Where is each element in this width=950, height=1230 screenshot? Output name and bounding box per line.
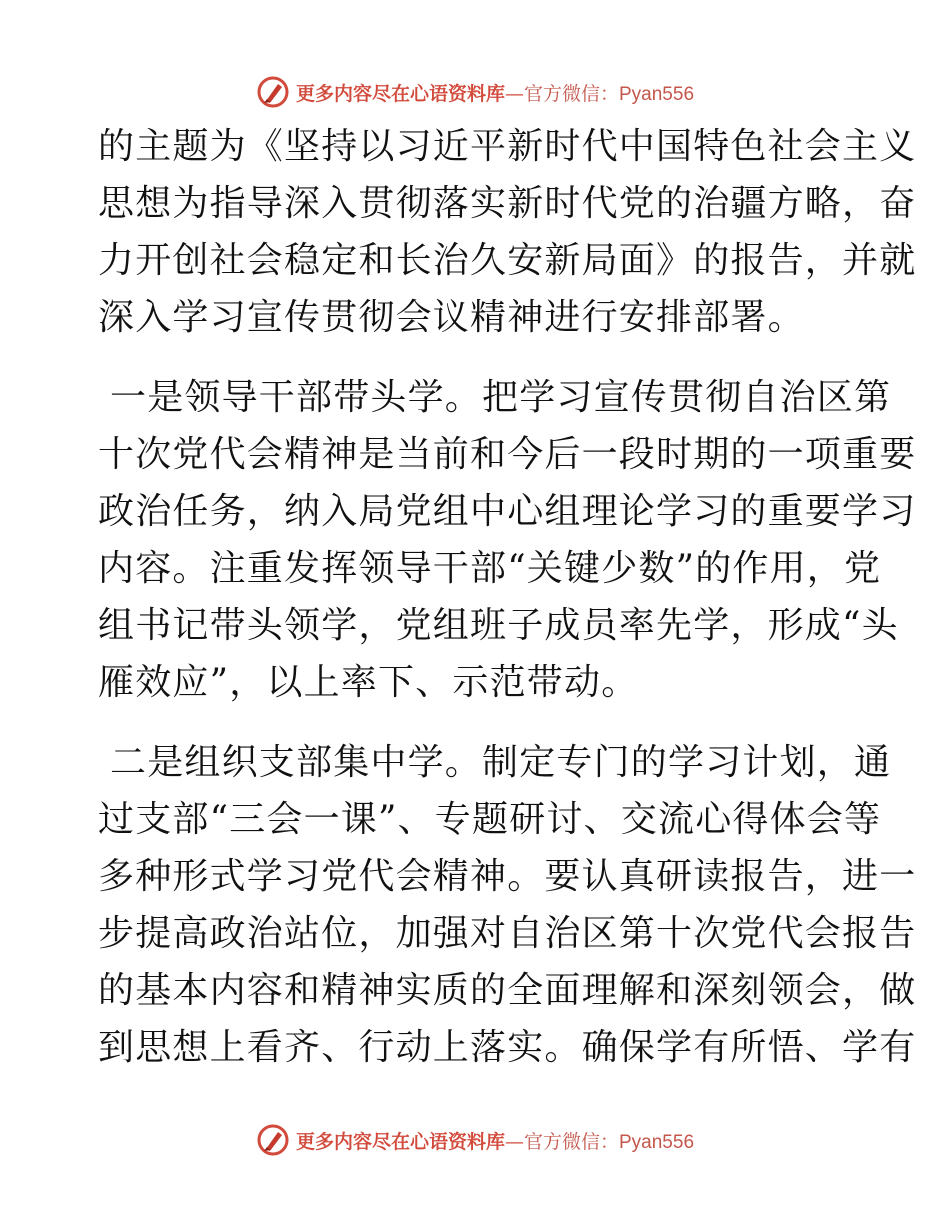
- text-line: 的主题为《坚持以习近平新时代中国特色社会主义: [98, 126, 917, 167]
- watermark-site-name: 更多内容尽在心语资料库: [295, 1130, 505, 1153]
- watermark-wechat-id: Pyan556: [619, 83, 695, 105]
- text-line: 组书记带头领学，党组班子成员率先学，形成“头: [98, 605, 899, 646]
- text-line: 二是组织支部集中学。制定专门的学习计划，通: [110, 742, 892, 783]
- text-line: 思想为指导深入贯彻落实新时代党的治疆方略，奋: [98, 183, 917, 224]
- text-line: 雁效应”，以上率下、示范带动。: [98, 662, 639, 703]
- text-line: 多种形式学习党代会精神。要认真研读报告，进一: [98, 856, 917, 897]
- text-line: 步提高政治站位，加强对自治区第十次党代会报告: [98, 913, 917, 954]
- watermark-wechat-id: Pyan556: [619, 1131, 695, 1153]
- text-line: 过支部“三会一课”、专题研讨、交流心得体会等: [98, 799, 882, 840]
- paragraph-leaders-study: [98, 369, 917, 711]
- text-line: 力开创社会稳定和长治久安新局面》的报告，并就: [98, 240, 917, 281]
- fountain-pen-logo-icon: [256, 75, 290, 109]
- text-line: 深入学习宣传贯彻会议精神进行安排部署。: [98, 297, 805, 338]
- watermark-dash: —: [504, 82, 524, 105]
- paragraph-intro: [98, 118, 917, 346]
- watermark-official-label: 官方微信：: [523, 1130, 619, 1153]
- document-body: [98, 118, 917, 1076]
- watermark-site-name: 更多内容尽在心语资料库: [295, 82, 505, 105]
- footer-watermark: [0, 1120, 950, 1160]
- text-line: 政治任务，纳入局党组中心组理论学习的重要学习: [98, 491, 917, 532]
- watermark-official-label: 官方微信：: [523, 82, 619, 105]
- watermark-dash: —: [504, 1130, 524, 1153]
- text-line: 内容。注重发挥领导干部“关键少数”的作用，党: [98, 548, 882, 589]
- text-line: 到思想上看齐、行动上落实。确保学有所悟、学有: [98, 1027, 917, 1068]
- fountain-pen-logo-icon: [256, 1123, 290, 1157]
- text-line: 一是领导干部带头学。把学习宣传贯彻自治区第: [110, 377, 892, 418]
- text-line: 的基本内容和精神实质的全面理解和深刻领会，做: [98, 970, 917, 1011]
- text-line: 十次党代会精神是当前和今后一段时期的一项重要: [98, 434, 917, 475]
- paragraph-branch-study: [98, 734, 917, 1076]
- header-watermark: [0, 72, 950, 112]
